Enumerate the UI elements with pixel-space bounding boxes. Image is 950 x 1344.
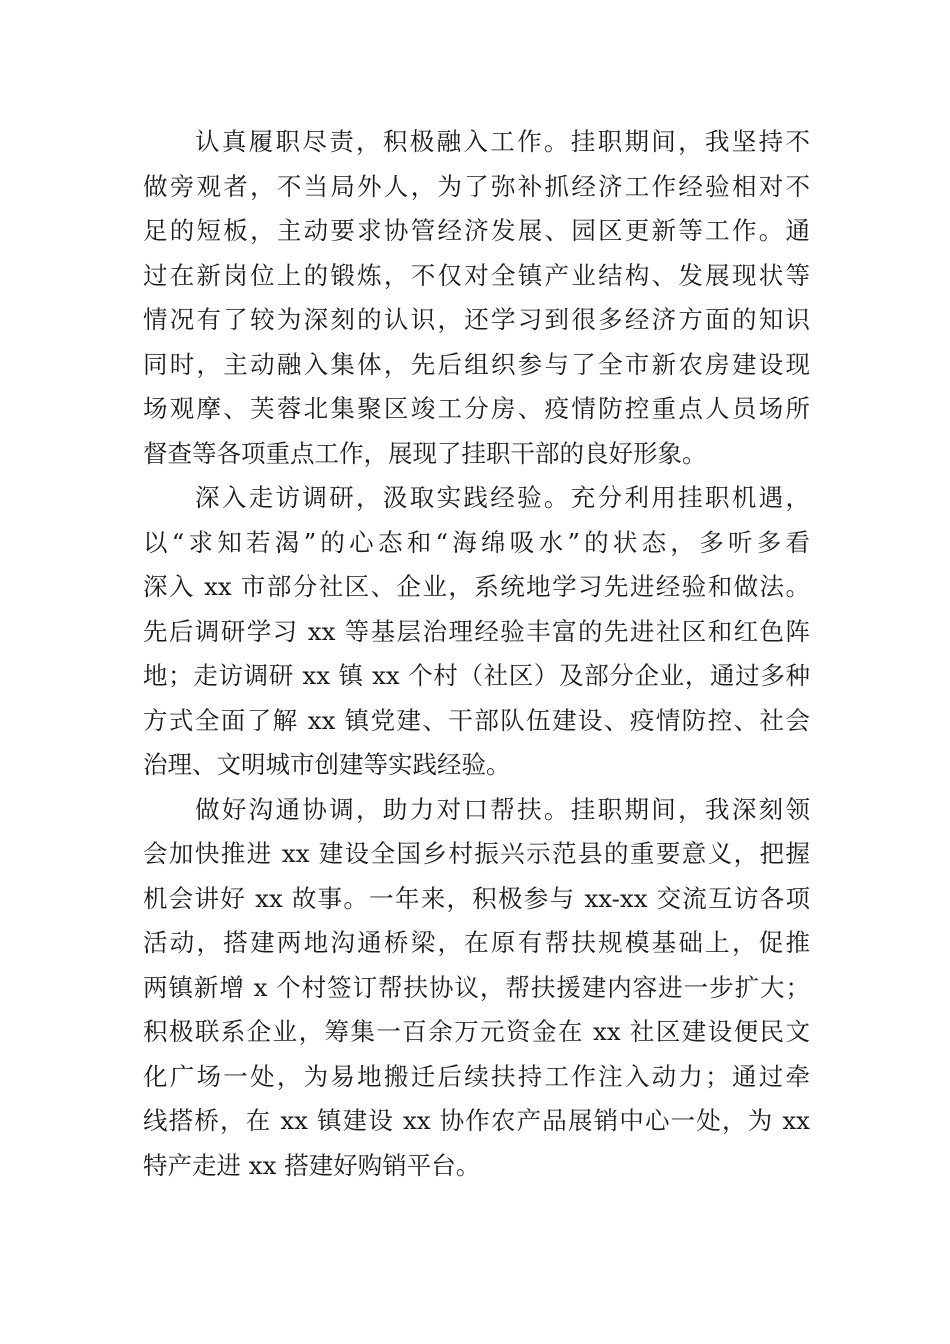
text-line: 两镇新增 x 个村签订帮扶协议，帮扶援建内容进一步扩大； — [143, 972, 810, 1002]
paragraph-3 — [143, 788, 810, 1189]
text-line: 化广场一处，为易地搬迁后续扶持工作注入动力；通过牵 — [143, 1061, 810, 1091]
document-body — [143, 120, 810, 1188]
text-line: 督查等各项重点工作，展现了挂职干部的良好形象。 — [143, 438, 707, 468]
text-line: 活动，搭建两地沟通桥梁，在原有帮扶规模基础上，促推 — [143, 928, 810, 957]
text-line: 过在新岗位上的锻炼，不仅对全镇产业结构、发展现状等 — [143, 260, 810, 290]
text-line: 认真履职尽责，积极融入工作。挂职期间，我坚持不 — [195, 127, 810, 156]
text-line: 做好沟通协调，助力对口帮扶。挂职期间，我深刻领 — [195, 794, 810, 824]
text-line: 同时，主动融入集体，先后组织参与了全市新农房建设现 — [143, 349, 810, 379]
text-line: 特产走进 xx 搭建好购销平台。 — [143, 1150, 481, 1180]
text-line: 深入 xx 市部分社区、企业，系统地学习先进经验和做法。 — [143, 572, 810, 601]
text-line: 机会讲好 xx 故事。一年来，积极参与 xx-xx 交流互访各项 — [143, 883, 810, 913]
text-line: 以“求知若渴”的心态和“海绵吸水”的状态，多听多看 — [143, 527, 810, 557]
paragraph-1 — [143, 120, 810, 476]
text-line: 地；走访调研 xx 镇 xx 个村（社区）及部分企业，通过多种 — [143, 661, 810, 690]
text-line: 做旁观者，不当局外人，为了弥补抓经济工作经验相对不 — [143, 171, 810, 201]
text-line: 场观摩、芙蓉北集聚区竣工分房、疫情防控重点人员场所 — [143, 394, 810, 423]
text-line: 先后调研学习 xx 等基层治理经验丰富的先进社区和红色阵 — [143, 616, 810, 646]
text-line: 积极联系企业，筹集一百余万元资金在 xx 社区建设便民文 — [143, 1017, 810, 1046]
text-line: 治理、文明城市创建等实践经验。 — [143, 750, 511, 779]
text-line: 会加快推进 xx 建设全国乡村振兴示范县的重要意义，把握 — [143, 839, 810, 868]
paragraph-2 — [143, 476, 810, 788]
text-line: 线搭桥，在 xx 镇建设 xx 协作农产品展销中心一处，为 xx — [143, 1106, 810, 1135]
text-line: 深入走访调研，汲取实践经验。充分利用挂职机遇， — [195, 483, 810, 512]
text-line: 足的短板，主动要求协管经济发展、园区更新等工作。通 — [143, 216, 810, 245]
text-line: 情况有了较为深刻的认识，还学习到很多经济方面的知识 — [143, 305, 810, 334]
text-line: 方式全面了解 xx 镇党建、干部队伍建设、疫情防控、社会 — [143, 705, 810, 735]
